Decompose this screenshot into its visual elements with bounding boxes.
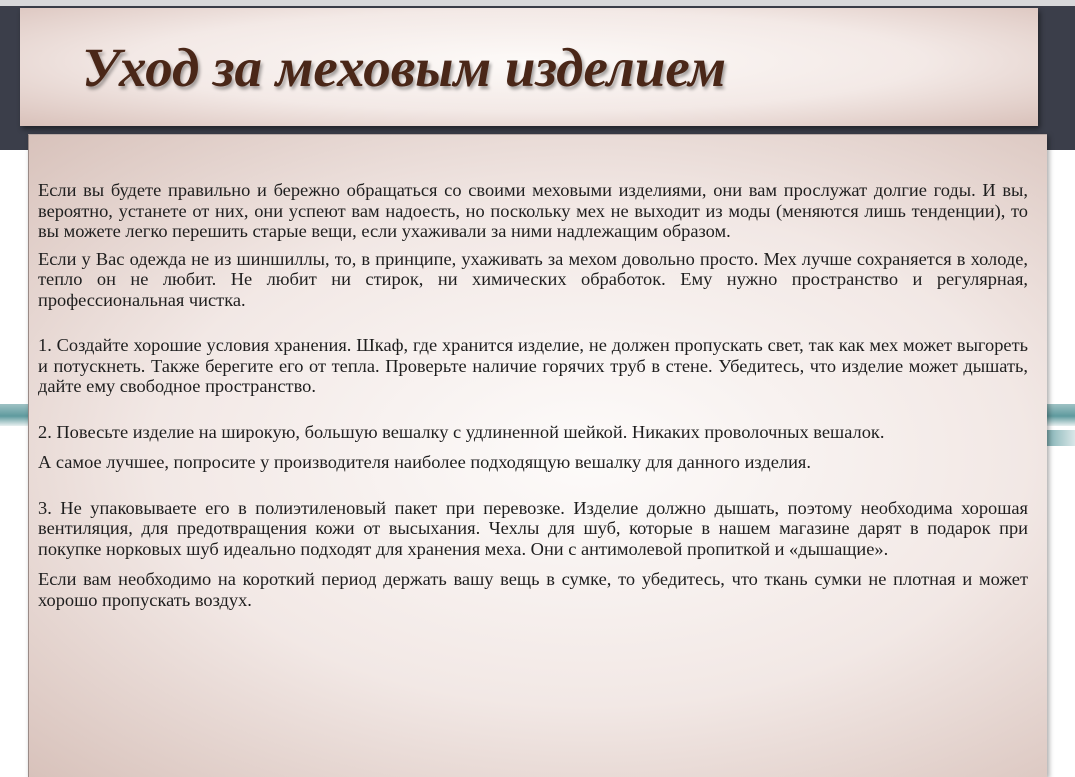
teal-accent-right	[1046, 404, 1075, 426]
paragraph-general-care: Если у Вас одежда не из шиншиллы, то, в принципе, ухаживать за мехом довольно просто. Мех лучше сохраняется в холоде, тепло он не любит. Не любит ни стирок, ни химических обработок. Ему нужно пространство и регулярная, профессиональная чистка.	[38, 248, 1028, 310]
paragraph-step-3: 3. Не упаковываете его в полиэтиленовый пакет при перевозке. Изделие должно дышать, поэтому необходима хорошая вентиляция, для предотвращения кожи от высыхания. Чехлы для шуб, которые в нашем магазине дарят в подарок при покупке норковых шуб идеально подходят для хранения меха. Они с антимолевой пропиткой и «дышащие».	[38, 497, 1028, 559]
teal-accent-right-lower	[1046, 430, 1075, 446]
slide-body	[38, 180, 1028, 610]
paragraph-intro: Если вы будете правильно и бережно обращаться со своими меховыми изделиями, они вам прослужат долгие годы. И вы, вероятно, устанете от них, они успеют вам надоесть, но поскольку мех не выходит из моды (меняются лишь тенденции), то вы можете легко перешить старые вещи, если ухаживали за ними надлежащим образом.	[38, 180, 1028, 241]
paragraph-step-2: 2. Повесьте изделие на широкую, большую вешалку с удлиненной шейкой. Никаких проволочных вешалок.	[38, 421, 885, 442]
paragraph-step-2-note: А самое лучшее, попросите у производителя наиболее подходящую вешалку для данного изделия.	[38, 452, 811, 472]
teal-accent-left	[0, 404, 30, 426]
slide-title: Уход за меховым изделием	[82, 37, 727, 98]
paragraph-step-3-note: Если вам необходимо на короткий период держать вашу вещь в сумке, то убедитесь, что ткань сумки не плотная и может хорошо пропускать воздух.	[38, 569, 1028, 610]
top-light-strip	[0, 0, 1075, 6]
paragraph-step-1: 1. Создайте хорошие условия хранения. Шкаф, где хранится изделие, не должен пропускать свет, так как мех может выгореть и потускнеть. Также берегите его от тепла. Проверьте наличие горячих труб в стене. Убедитесь, что изделие может дышать, дайте ему свободное пространство.	[38, 335, 1028, 396]
